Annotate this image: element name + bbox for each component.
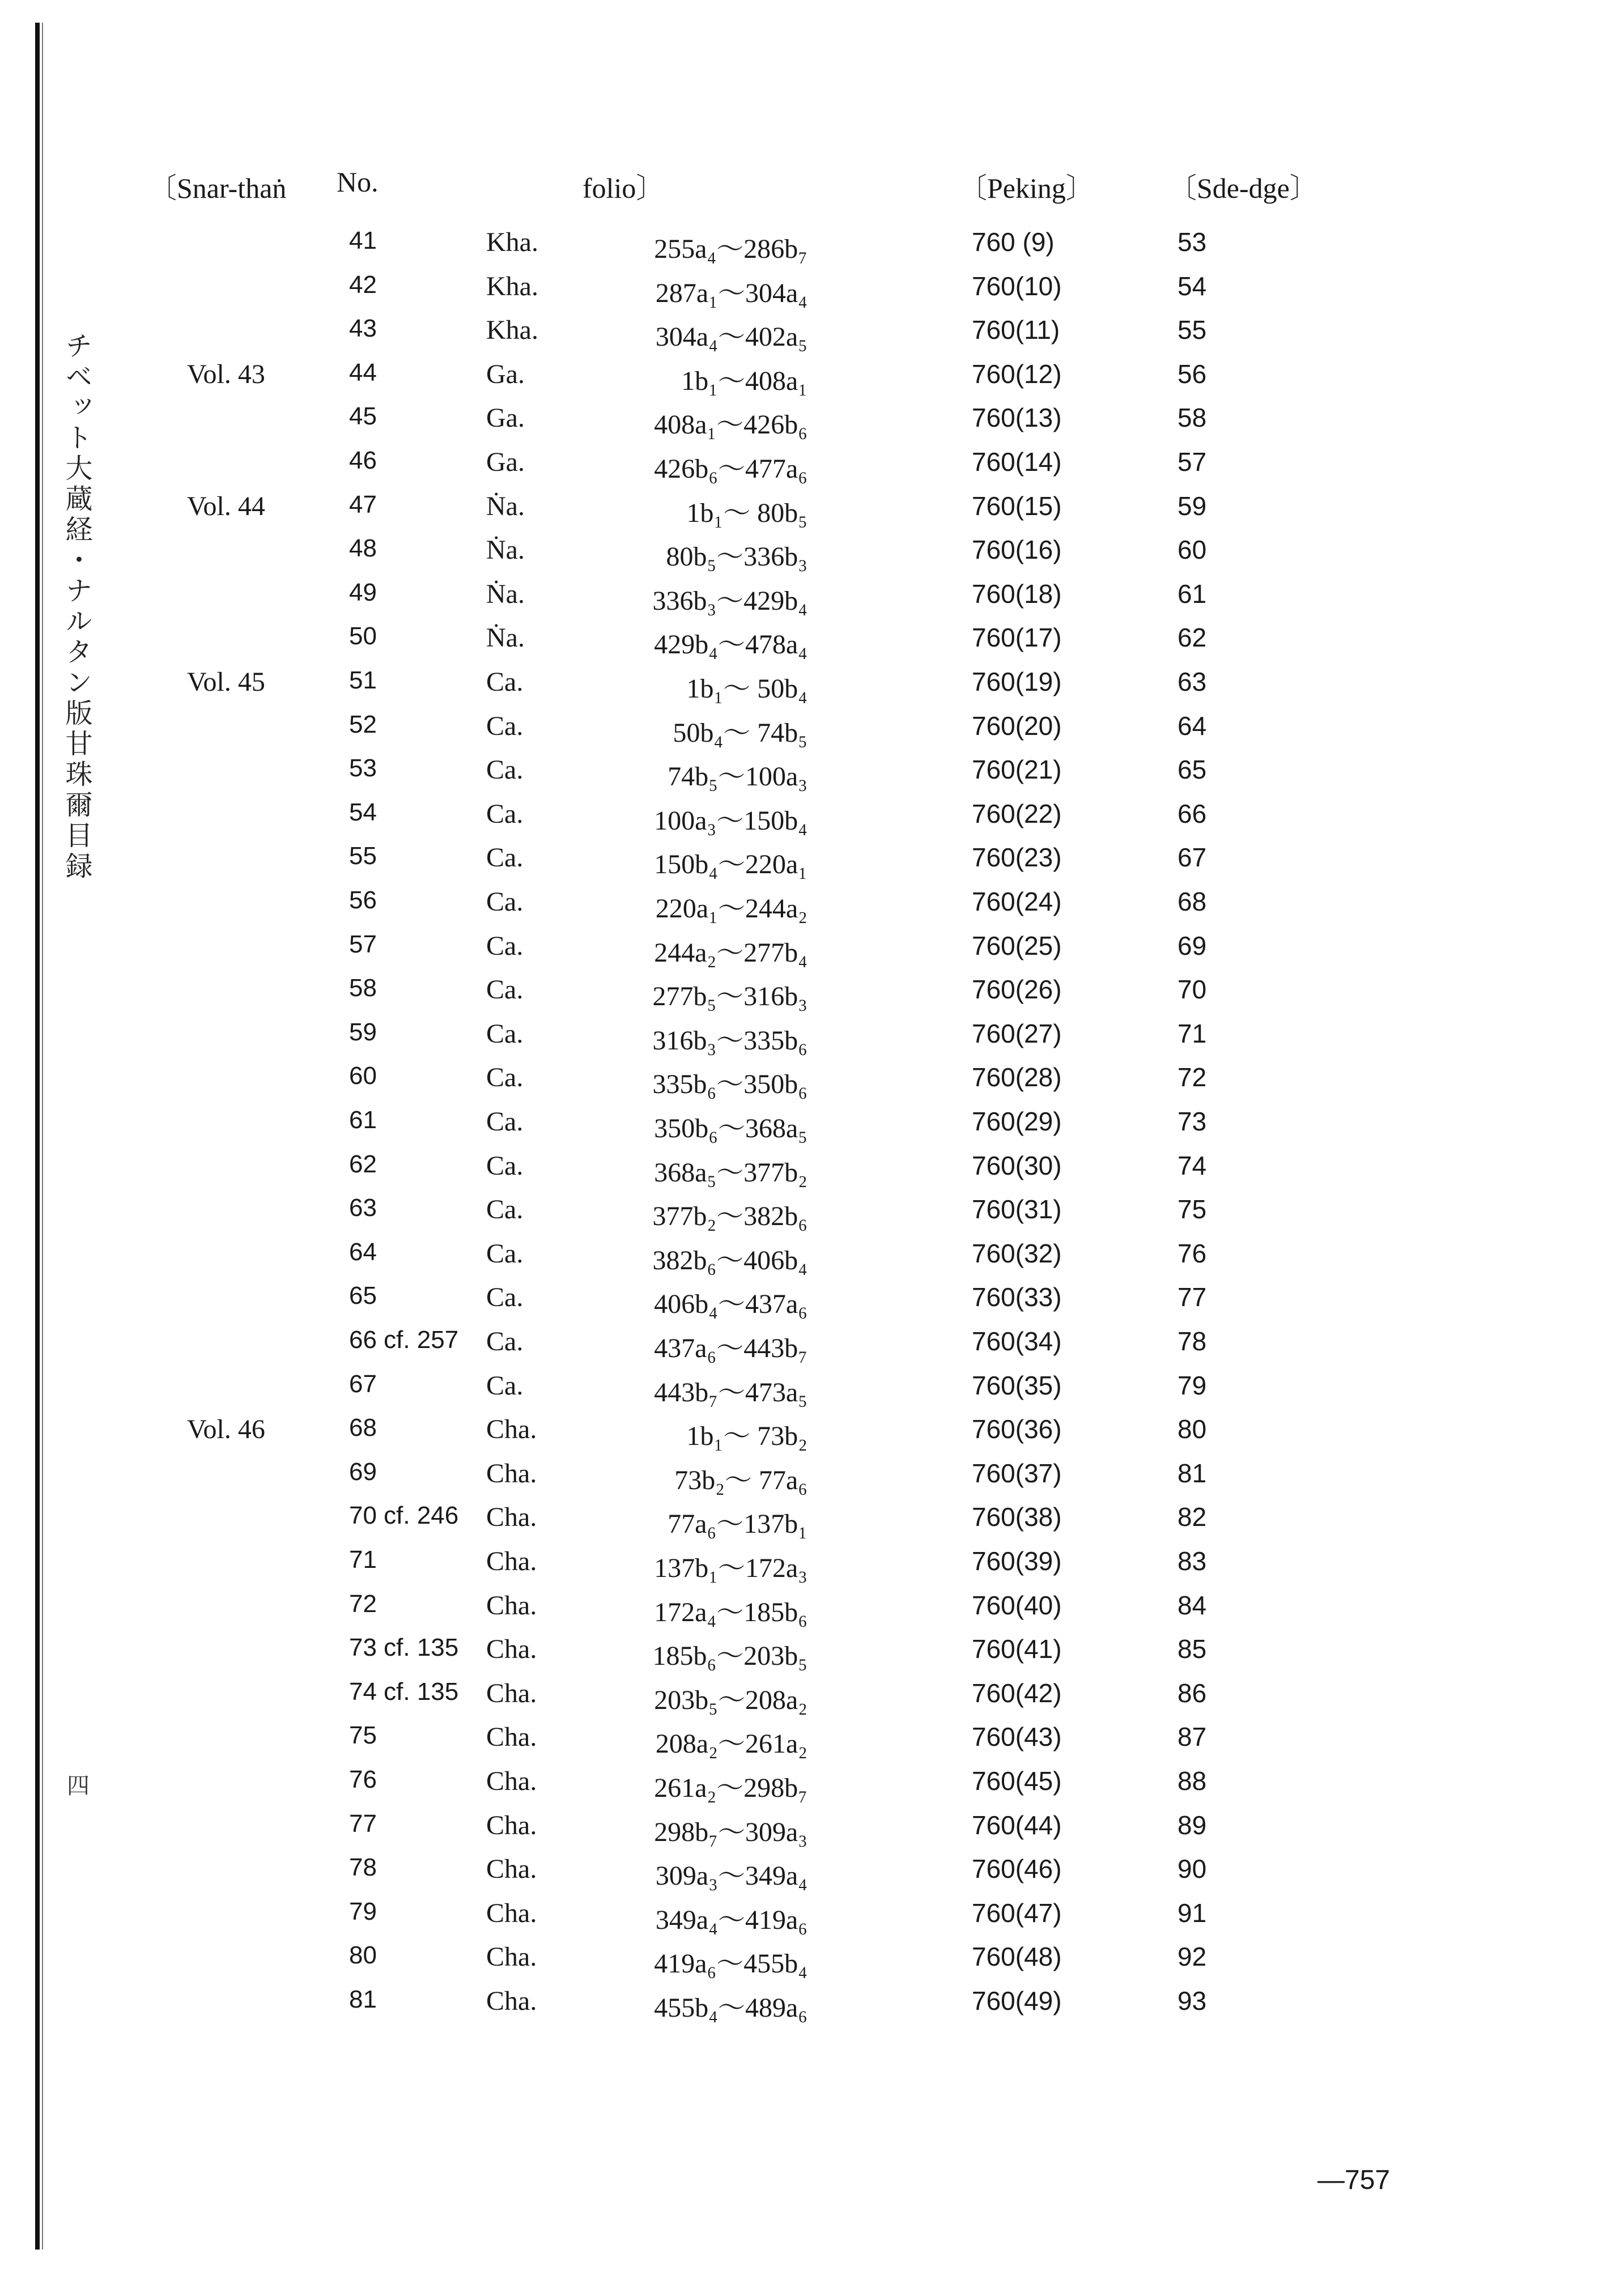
sde-dge-number: 53 (1177, 227, 1207, 257)
sde-dge-number: 86 (1177, 1678, 1207, 1708)
entry-number: 75 (349, 1721, 377, 1750)
volume-letter: Ca. (486, 1150, 524, 1181)
entry-number: 43 (349, 314, 377, 343)
folio-range: 185b₆〜203b₅ (652, 1641, 807, 1672)
volume-letter: Ga. (486, 403, 525, 433)
peking-number: 760(41) (972, 1634, 1062, 1664)
sde-dge-number: 93 (1177, 1986, 1207, 2016)
sde-dge-number: 55 (1177, 315, 1207, 345)
volume-letter: Cha. (486, 1678, 537, 1708)
folio-range: 382b₆〜406b₄ (652, 1245, 807, 1275)
peking-number: 760(30) (972, 1150, 1062, 1180)
sde-dge-number: 54 (1177, 271, 1207, 301)
sde-dge-number: 84 (1177, 1590, 1207, 1620)
entry-number: 63 (349, 1194, 377, 1222)
peking-number: 760(36) (972, 1414, 1062, 1444)
volume-letter: Ca. (486, 711, 524, 741)
sde-dge-number: 61 (1177, 579, 1207, 609)
volume-label: Vol. 43 (187, 359, 265, 389)
entry-number: 44 (349, 358, 377, 386)
side-page-kanji: 四 (67, 1773, 90, 1799)
peking-number: 760(13) (972, 403, 1062, 433)
entry-number: 81 (349, 1985, 377, 2013)
volume-letter: Ga. (486, 359, 525, 389)
folio-range: 408a₁〜426b₆ (654, 410, 807, 440)
peking-number: 760(35) (972, 1370, 1062, 1400)
peking-number: 760(46) (972, 1854, 1062, 1884)
volume-letter: Cha. (486, 1810, 537, 1840)
folio-range: 261a₂〜298b₇ (654, 1773, 807, 1803)
folio-range: 437a₆〜443b₇ (654, 1333, 807, 1363)
volume-letter: Ca. (486, 887, 524, 917)
book-spine-shadow (42, 23, 43, 2250)
peking-number: 760(15) (972, 491, 1062, 521)
volume-letter: Ca. (486, 1062, 524, 1093)
entry-number: 55 (349, 842, 377, 870)
entry-number: 65 (349, 1282, 377, 1310)
entry-number: 66 cf. 257 (349, 1326, 459, 1354)
sde-dge-number: 79 (1177, 1370, 1207, 1400)
peking-number: 760(43) (972, 1722, 1062, 1752)
entry-number: 70 cf. 246 (349, 1502, 459, 1530)
volume-letter: Cha. (486, 1414, 537, 1445)
header-peking: 〔Peking〕 (959, 172, 1094, 204)
volume-letter: Cha. (486, 1634, 537, 1665)
volume-letter: Kha. (486, 315, 538, 346)
entry-number: 57 (349, 930, 377, 958)
folio-range: 100a₃〜150b₄ (654, 805, 807, 836)
volume-letter: Kha. (486, 227, 538, 257)
sde-dge-number: 75 (1177, 1194, 1207, 1224)
entry-number: 73 cf. 135 (349, 1634, 459, 1662)
sde-dge-number: 73 (1177, 1107, 1207, 1136)
entry-number: 76 (349, 1766, 377, 1793)
folio-range: 244a₂〜277b₄ (654, 937, 807, 968)
entry-number: 42 (349, 270, 377, 299)
header-snar-thang: 〔Snar-thaṅ (148, 172, 287, 204)
entry-number: 54 (349, 798, 377, 826)
peking-number: 760(49) (972, 1986, 1062, 2016)
volume-letter: Cha. (486, 1854, 537, 1885)
entry-number: 68 (349, 1414, 377, 1442)
entry-number: 53 (349, 754, 377, 783)
entry-number: 67 (349, 1370, 377, 1398)
sde-dge-number: 60 (1177, 535, 1207, 565)
volume-letter: Ca. (486, 1107, 524, 1137)
sde-dge-number: 85 (1177, 1634, 1207, 1664)
sde-dge-number: 68 (1177, 887, 1207, 916)
peking-number: 760(28) (972, 1062, 1062, 1092)
entry-number: 71 (349, 1546, 377, 1574)
sde-dge-number: 56 (1177, 359, 1207, 389)
folio-range: 203b₅〜208a₂ (654, 1685, 807, 1715)
entry-number: 50 (349, 622, 377, 650)
entry-number: 72 (349, 1589, 377, 1618)
header-no: No. (337, 166, 379, 198)
peking-number: 760(20) (972, 711, 1062, 741)
volume-letter: Kha. (486, 271, 538, 301)
volume-letter: Ca. (486, 755, 524, 785)
peking-number: 760(47) (972, 1898, 1062, 1928)
entry-number: 62 (349, 1150, 377, 1178)
volume-letter: Ca. (486, 1370, 524, 1401)
entry-number: 46 (349, 447, 377, 474)
sde-dge-number: 70 (1177, 975, 1207, 1005)
folio-range: 74b₅〜100a₃ (668, 762, 807, 792)
entry-number: 45 (349, 402, 377, 431)
folio-range: 137b₁〜172a₃ (654, 1553, 807, 1583)
entry-number: 49 (349, 578, 377, 606)
peking-number: 760(24) (972, 887, 1062, 916)
folio-range: 419a₆〜455b₄ (654, 1949, 807, 1979)
sde-dge-number: 69 (1177, 930, 1207, 960)
sde-dge-number: 71 (1177, 1018, 1207, 1048)
folio-range: 1b₁〜408a₁ (681, 365, 807, 396)
peking-number: 760 (9) (972, 227, 1055, 257)
folio-range: 406b₄〜437a₆ (654, 1289, 807, 1320)
peking-number: 760(23) (972, 843, 1062, 873)
peking-number: 760(40) (972, 1590, 1062, 1620)
entry-number: 41 (349, 227, 377, 254)
volume-letter: Ca. (486, 843, 524, 873)
volume-letter: Cha. (486, 1766, 537, 1796)
volume-letter: Cha. (486, 1546, 537, 1576)
folio-range: 172a₄〜185b₆ (654, 1597, 807, 1627)
sde-dge-number: 57 (1177, 447, 1207, 477)
volume-letter: Ca. (486, 798, 524, 829)
peking-number: 760(31) (972, 1194, 1062, 1224)
peking-number: 760(26) (972, 975, 1062, 1005)
sde-dge-number: 88 (1177, 1766, 1207, 1796)
sde-dge-number: 66 (1177, 798, 1207, 828)
peking-number: 760(33) (972, 1282, 1062, 1312)
volume-letter: Ga. (486, 447, 525, 477)
peking-number: 760(19) (972, 667, 1062, 696)
volume-label: Vol. 45 (187, 667, 265, 697)
peking-number: 760(25) (972, 930, 1062, 960)
entry-number: 79 (349, 1897, 377, 1925)
folio-range: 255a₄〜286b₇ (654, 234, 807, 264)
side-running-title: チベット大蔵経・ナルタン版甘珠爾目録 (61, 331, 92, 882)
folio-range: 1b₁〜 73b₂ (686, 1421, 807, 1452)
entry-number: 51 (349, 666, 377, 694)
sde-dge-number: 64 (1177, 711, 1207, 741)
peking-number: 760(16) (972, 535, 1062, 565)
folio-range: 443b₇〜473a₅ (654, 1377, 807, 1408)
sde-dge-number: 62 (1177, 623, 1207, 653)
sde-dge-number: 82 (1177, 1502, 1207, 1532)
folio-range: 80b₅〜336b₃ (666, 542, 807, 572)
peking-number: 760(37) (972, 1458, 1062, 1488)
volume-letter: Ca. (486, 930, 524, 961)
volume-letter: Ṅa. (486, 535, 525, 566)
peking-number: 760(12) (972, 359, 1062, 389)
peking-number: 760(22) (972, 798, 1062, 828)
peking-number: 760(11) (972, 315, 1060, 345)
peking-number: 760(17) (972, 623, 1062, 653)
entry-number: 59 (349, 1018, 377, 1046)
folio-range: 208a₂〜261a₂ (655, 1729, 807, 1759)
peking-number: 760(42) (972, 1678, 1062, 1708)
entry-number: 47 (349, 490, 377, 518)
entry-number: 48 (349, 534, 377, 563)
folio-range: 336b₃〜429b₄ (652, 585, 807, 616)
entry-number: 52 (349, 710, 377, 738)
volume-letter: Ca. (486, 1018, 524, 1049)
volume-letter: Cha. (486, 1590, 537, 1621)
volume-label: Vol. 44 (187, 491, 265, 521)
peking-number: 760(32) (972, 1238, 1062, 1268)
entry-number: 58 (349, 974, 377, 1002)
entry-number: 61 (349, 1106, 377, 1134)
sde-dge-number: 87 (1177, 1722, 1207, 1752)
peking-number: 760(18) (972, 579, 1062, 609)
volume-letter: Cha. (486, 1502, 537, 1533)
volume-letter: Cha. (486, 1722, 537, 1753)
sde-dge-number: 74 (1177, 1150, 1207, 1180)
volume-letter: Ṅa. (486, 623, 525, 653)
entry-number: 77 (349, 1809, 377, 1838)
folio-range: 298b₇〜309a₃ (654, 1817, 807, 1847)
entry-number: 60 (349, 1062, 377, 1090)
volume-letter: Ca. (486, 1194, 524, 1225)
volume-letter: Cha. (486, 1898, 537, 1928)
peking-number: 760(34) (972, 1326, 1062, 1356)
sde-dge-number: 78 (1177, 1326, 1207, 1356)
folio-range: 368a₅〜377b₂ (654, 1157, 807, 1188)
folio-range: 335b₆〜350b₆ (652, 1069, 807, 1100)
entry-number: 78 (349, 1853, 377, 1882)
sde-dge-number: 72 (1177, 1062, 1207, 1092)
peking-number: 760(21) (972, 755, 1062, 785)
folio-range: 309a₃〜349a₄ (655, 1861, 807, 1891)
volume-letter: Ṅa. (486, 579, 525, 609)
peking-number: 760(29) (972, 1107, 1062, 1136)
folio-range: 426b₆〜477a₆ (654, 454, 807, 484)
sde-dge-number: 91 (1177, 1898, 1207, 1928)
header-folio: folio〕 (583, 172, 665, 204)
folio-range: 1b₁〜 50b₄ (686, 674, 807, 704)
sde-dge-number: 76 (1177, 1238, 1207, 1268)
sde-dge-number: 59 (1177, 491, 1207, 521)
peking-number: 760(27) (972, 1018, 1062, 1048)
sde-dge-number: 90 (1177, 1854, 1207, 1884)
folio-range: 377b₂〜382b₆ (652, 1201, 807, 1232)
peking-number: 760(10) (972, 271, 1062, 301)
folio-range: 350b₆〜368a₅ (654, 1113, 807, 1143)
folio-range: 455b₄〜489a₆ (654, 1993, 807, 2023)
sde-dge-number: 83 (1177, 1546, 1207, 1576)
entry-number: 64 (349, 1238, 377, 1266)
peking-number: 760(45) (972, 1766, 1062, 1796)
sde-dge-number: 65 (1177, 755, 1207, 785)
volume-letter: Ca. (486, 1238, 524, 1269)
volume-letter: Ca. (486, 1282, 524, 1313)
folio-range: 349a₄〜419a₆ (655, 1904, 807, 1935)
volume-letter: Ca. (486, 667, 524, 697)
peking-number: 760(14) (972, 447, 1062, 477)
folio-range: 220a₁〜244a₂ (655, 894, 807, 924)
folio-range: 73b₂〜 77a₆ (674, 1465, 807, 1495)
sde-dge-number: 63 (1177, 667, 1207, 696)
sde-dge-number: 80 (1177, 1414, 1207, 1444)
peking-number: 760(39) (972, 1546, 1062, 1576)
folio-range: 1b₁〜 80b₅ (686, 498, 807, 528)
folio-range: 277b₅〜316b₃ (652, 981, 807, 1012)
folio-range: 304a₄〜402a₅ (655, 322, 807, 352)
header-sde-dge: 〔Sde-dge〕 (1168, 172, 1318, 204)
sde-dge-number: 81 (1177, 1458, 1207, 1488)
folio-range: 77a₆〜137b₁ (668, 1509, 807, 1540)
book-spine-edge (35, 23, 40, 2250)
peking-number: 760(48) (972, 1942, 1062, 1972)
sde-dge-number: 58 (1177, 403, 1207, 433)
volume-letter: Ca. (486, 975, 524, 1005)
sde-dge-number: 67 (1177, 843, 1207, 873)
folio-range: 429b₄〜478a₄ (654, 630, 807, 660)
folio-range: 150b₄〜220a₁ (654, 849, 807, 880)
sde-dge-number: 77 (1177, 1282, 1207, 1312)
volume-letter: Ca. (486, 1326, 524, 1357)
peking-number: 760(44) (972, 1810, 1062, 1840)
sde-dge-number: 89 (1177, 1810, 1207, 1840)
volume-label: Vol. 46 (187, 1414, 265, 1445)
sde-dge-number: 92 (1177, 1942, 1207, 1972)
peking-number: 760(38) (972, 1502, 1062, 1532)
entry-number: 80 (349, 1941, 377, 1970)
entry-number: 56 (349, 886, 377, 914)
volume-letter: Cha. (486, 1942, 537, 1972)
volume-letter: Cha. (486, 1458, 537, 1489)
folio-range: 50b₄〜 74b₅ (673, 717, 807, 748)
volume-letter: Cha. (486, 1986, 537, 2016)
folio-range: 287a₁〜304a₄ (655, 278, 807, 308)
entry-number: 74 cf. 135 (349, 1677, 459, 1706)
volume-letter: Ṅa. (486, 491, 525, 521)
folio-range: 316b₃〜335b₆ (652, 1025, 807, 1056)
entry-number: 69 (349, 1457, 377, 1486)
page-number: —757 (1317, 2165, 1391, 2195)
